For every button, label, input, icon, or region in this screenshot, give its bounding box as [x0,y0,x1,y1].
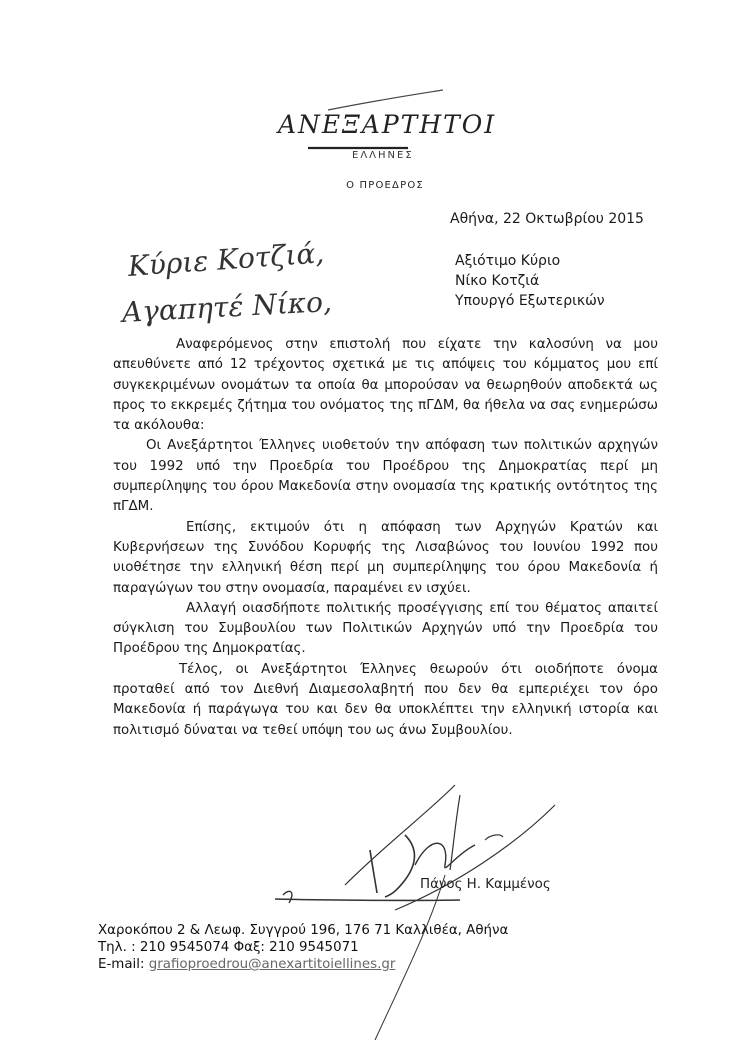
body-paragraph-4: Αλλαγή οιασδήποτε πολιτικής προσέγγισης επί του θέματος απαιτεί σύγκλιση του Συμβουλίου των Πολιτικών Αρχηγών υπό την Προεδρία του Προέδρου της Δημοκρατίας. [113,600,658,657]
letter-date: Αθήνα, 22 Οκτωβρίου 2015 [450,211,644,227]
handwritten-salutation [121,236,372,336]
body-paragraph-5: Τέλος, οι Ανεξάρτητοι Έλληνες θεωρούν ότι οιοδήποτε όνομα προταθεί από τον Διεθνή Διαμεσολαβητή που δεν θα εμπεριέχει τον όρο Μακεδονία ή παράγωγα του και δεν θα υποκλέπτει την ελληνική ιστορία και πολιτισμό δύναται να τεθεί υπόψη του ως άνω Συμβουλίου. [113,661,658,738]
party-logo: ΑΝΕΞΑΡΤΗΤΟΙ [278,110,497,139]
recipient-line-2: Νίκο Κοτζιά [455,273,540,289]
salutation-line-1: Κύριε Κοτζιά, [126,236,326,283]
recipient-block [455,251,605,311]
office-title: Ο ΠΡΟΕΔΡΟΣ [346,180,424,191]
recipient-line-3: Υπουργό Εξωτερικών [455,293,605,309]
recipient-line-1: Αξιότιμο Κύριο [455,253,561,269]
signatory-name: Πάνος Η. Καμμένος [420,877,551,892]
footer-phone-fax: Τηλ. : 210 9545074 Φαξ: 210 9545071 [98,940,359,955]
email-link[interactable]: grafioproedrou@anexartitoiellines.gr [148,957,396,972]
body-paragraph-3: Επίσης, εκτιμούν ότι η απόφαση των Αρχηγών Κρατών και Κυβερνήσεων της Συνόδου Κορυφής της Λισαβώνος του Ιουνίου 1992 που υιοθέτησε την ελληνική θέση περί μη συμπερίληψης του όρου Μακεδονία ή παραγώγων του στην ονομασία, παραμένει εν ισχύει. [113,519,658,596]
letter-body [113,335,658,741]
footer-contact [98,922,508,973]
party-logo-subtitle: ΕΛΛΗΝΕΣ [352,150,414,161]
signature-scribble-icon [255,775,575,1045]
email-label: E-mail: [98,957,149,972]
body-paragraph-1: Αναφερόμενος στην επιστολή που είχατε την καλοσύνη να μου απευθύνετε από 12 τρέχοντος σχετικά με τις απόψεις του κόμματος μου επί συγκεκριμένων ονομάτων τα οποία θα μπορούσαν να θεωρηθούν αποδεκτά ως προς το εκκρεμές ζήτημα του ονόματος της πΓΔΜ, θα ήθελα να σας ενημερώσω τα ακόλουθα: [113,337,658,434]
salutation-line-2: Αγαπητέ Νίκο, [121,285,333,329]
footer-email-row [98,956,508,973]
footer-address: Χαροκόπου 2 & Λεωφ. Συγγρού 196, 176 71 Καλλιθέα, Αθήνα [98,923,509,938]
body-paragraph-2: Οι Ανεξάρτητοι Έλληνες υιοθετούν την απόφαση των πολιτικών αρχηγών του 1992 υπό την Προεδρία του Προέδρου της Δημοκρατίας περί μη συμπερίληψης του όρου Μακεδονία στην ονομασία της κρατικής οντότητος της πΓΔΜ. [113,438,658,515]
